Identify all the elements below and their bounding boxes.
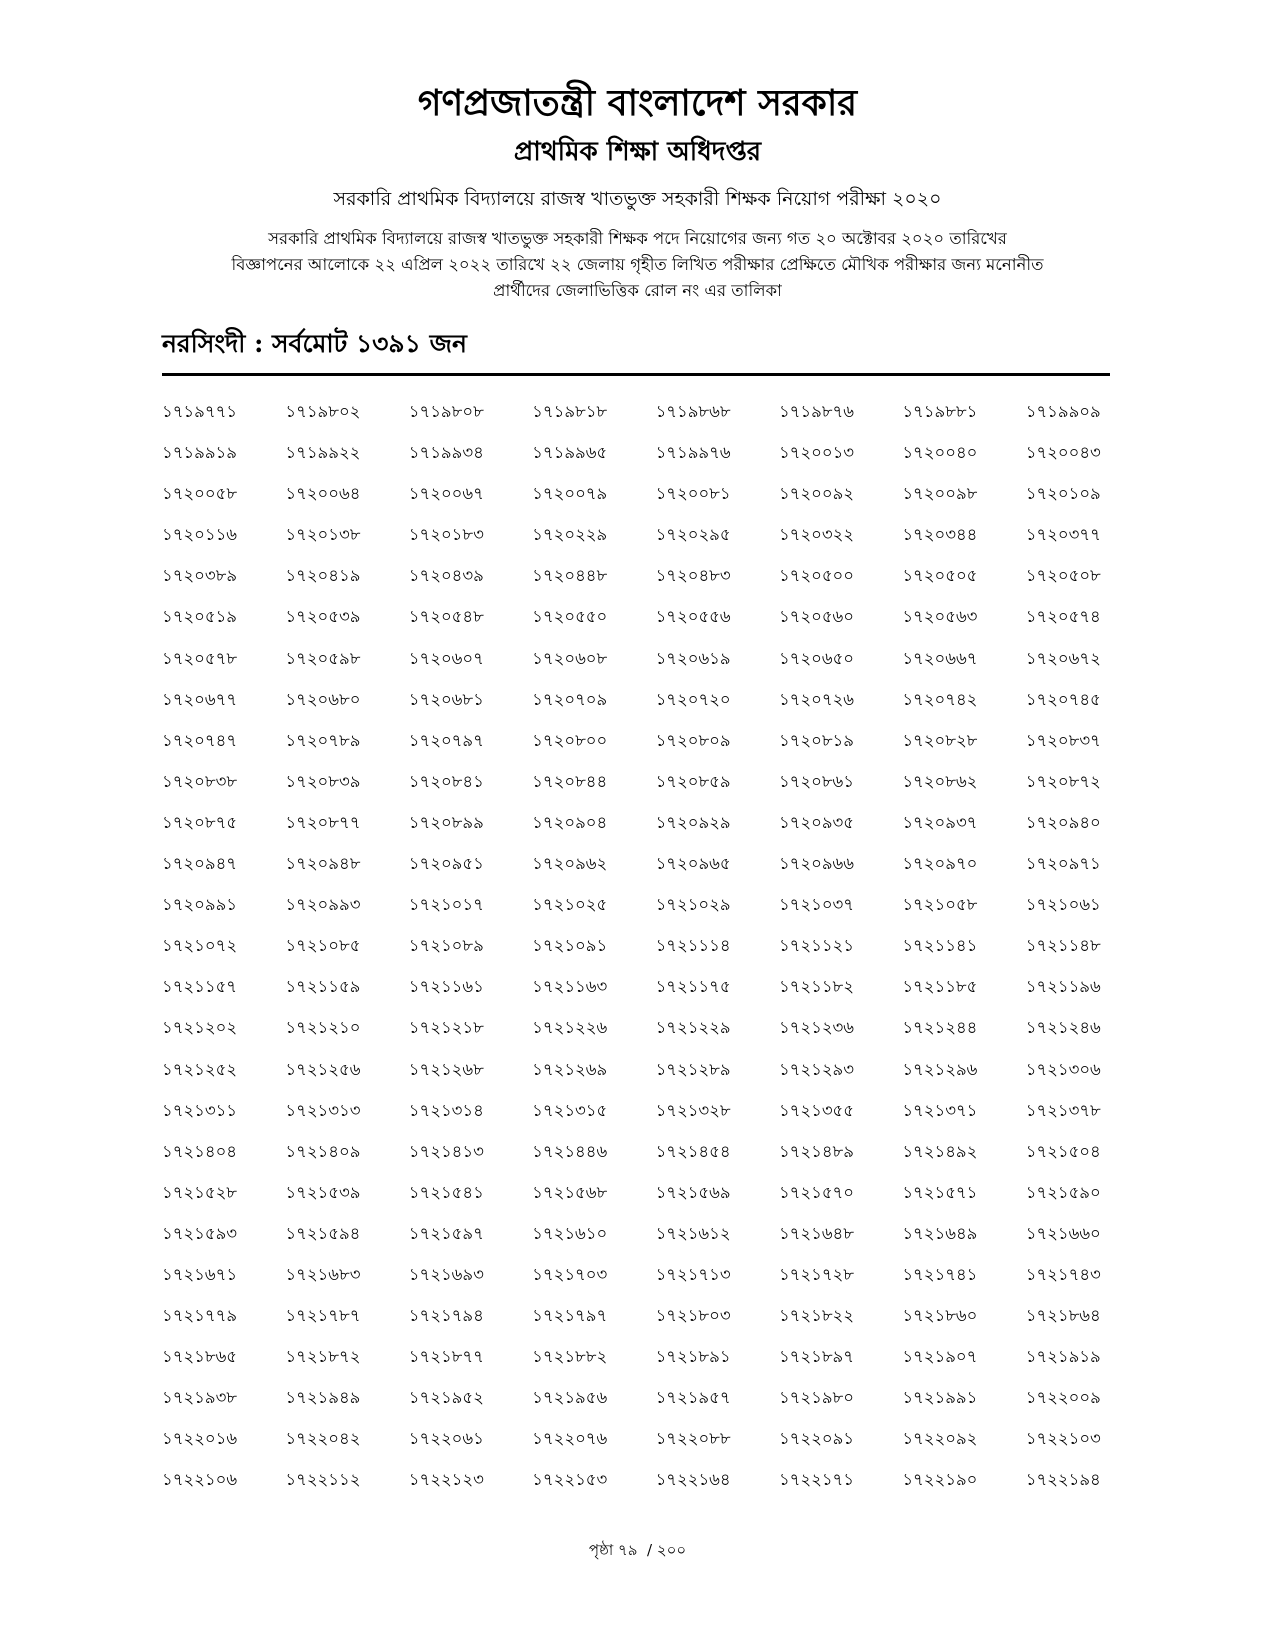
roll-number-cell: ১৭২১৯৪৯: [285, 1388, 361, 1408]
roll-number-cell: ১৭২০৫৭৪: [1025, 607, 1101, 627]
roll-number-cell: ১৭২০৮৪৪: [532, 771, 608, 791]
roll-number-cell: ১৭১৯৮০৮: [408, 402, 484, 421]
page-number: পৃষ্ঠা ৭৯ / ২০০: [588, 1541, 687, 1559]
roll-number-cell: ১৭২১৬১০: [532, 1223, 608, 1243]
roll-number-cell: ১৭২১৫৬৯: [655, 1182, 731, 1202]
roll-number-cell: ১৭২১৮৬৪: [1025, 1306, 1101, 1326]
roll-number-cell: ১৭২১৭৯৪: [408, 1306, 484, 1326]
roll-number-cell: ১৭২১৫৩৯: [285, 1182, 361, 1202]
roll-number-cell: ১৭২০৮৭২: [1025, 771, 1101, 791]
roll-number-cell: ১৭২১৫২৮: [162, 1182, 238, 1202]
notice-line: সরকারি প্রাথমিক বিদ্যালয়ে রাজস্ব খাতভুক্ত সহকারী শিক্ষক পদে নিয়োগের জন্য গত ২০ অক্টোবর ২০২০ তারিখের: [268, 229, 1007, 248]
roll-number-cell: ১৭২১৪৫৪: [655, 1141, 731, 1161]
roll-number-cell: ১৭২১৯৫২: [408, 1388, 484, 1408]
roll-number-cell: ১৭২২০৪২: [285, 1429, 361, 1449]
roll-number-cell: ১৭২০১১৬: [162, 525, 238, 545]
roll-number-cell: ১৭২০৭২৬: [778, 689, 855, 709]
roll-number-cell: ১৭২১০৬১: [1025, 895, 1101, 915]
roll-number-cell: ১৭১৯৮৭৬: [778, 402, 854, 421]
notice-text: [160, 226, 1115, 304]
roll-number-cell: ১৭২১৮৭৭: [408, 1347, 484, 1367]
roll-number-cell: ১৭২১৭১৩: [655, 1264, 731, 1284]
roll-number-cell: ১৭২১৪৯২: [902, 1141, 978, 1161]
roll-number-cell: ১৭২০৫০৫: [902, 566, 978, 586]
roll-number-cell: ১৭২০০৫৮: [162, 484, 238, 504]
roll-number-cell: ১৭২০৬৬৭: [902, 648, 978, 668]
roll-number-cell: ১৭২০৯৬৫: [655, 854, 731, 874]
roll-number-cell: ১৭২১২৯৬: [902, 1059, 978, 1079]
roll-number-cell: ১৭২০৯২৯: [655, 812, 731, 832]
roll-number-cell: ১৭২০৩৪৪: [902, 525, 978, 545]
roll-number-cell: ১৭২০৮৫৯: [655, 771, 731, 791]
roll-number-cell: ১৭২০৯০৪: [532, 812, 608, 832]
roll-number-cell: ১৭২০৬৮১: [408, 689, 484, 709]
roll-number-cell: ১৭১৯৯৬৫: [532, 443, 608, 463]
roll-number-cell: ১৭২০৬৭৭: [162, 689, 238, 709]
roll-number-cell: ১৭২০০৯৮: [902, 484, 978, 504]
roll-number-cell: ১৭২০৭৪৫: [1025, 689, 1101, 709]
roll-number-cell: ১৭২১৬৮৩: [285, 1264, 361, 1284]
district-heading: নরসিংদী : সর্বমোট ১৩৯১ জন: [162, 329, 467, 358]
roll-number-cell: ১৭২১১৮৫: [902, 977, 978, 997]
roll-number-cell: ১৭২০৮৭৫: [162, 812, 238, 832]
roll-number-cell: ১৭২১০৩৭: [778, 895, 855, 915]
roll-number-cell: ১৭২১২৬৮: [408, 1059, 484, 1079]
roll-number-cell: ১৭২০৬৭২: [1025, 648, 1101, 668]
roll-number-cell: ১৭২১৫৯৩: [162, 1223, 238, 1243]
roll-number-cell: ১৭২০৯৪৮: [285, 854, 361, 874]
roll-number-cell: ১৭২০৪৪৮: [532, 566, 608, 586]
roll-number-cell: ১৭২০৭০৯: [532, 689, 608, 709]
roll-number-cell: ১৭১৯৭৭১: [162, 402, 238, 421]
roll-number-cell: ১৭২০০৪৩: [1025, 443, 1101, 463]
department-title: প্রাথমিক শিক্ষা অধিদপ্তর: [513, 137, 762, 167]
roll-number-cell: ১৭২১৩৭১: [902, 1100, 978, 1120]
roll-number-cell: ১৭২১৪৪৬: [532, 1141, 608, 1161]
roll-number-cell: ১৭২০৩৭৭: [1025, 525, 1101, 545]
roll-number-cell: ১৭২০৮৬১: [778, 771, 854, 791]
roll-number-cell: ১৭২০৫৬০: [778, 607, 855, 627]
roll-number-table: [162, 400, 1122, 1510]
roll-number-cell: ১৭২১৫৪১: [408, 1182, 484, 1202]
roll-number-cell: ১৭১৯৯০৯: [1025, 402, 1101, 421]
roll-number-cell: ১৭২২১২৩: [408, 1470, 484, 1490]
roll-number-cell: ১৭২০৯৪৭: [162, 854, 238, 874]
roll-number-cell: ১৭২১৭৪১: [902, 1264, 978, 1284]
roll-number-cell: ১৭২০৮৯৯: [408, 812, 484, 832]
roll-number-cell: ১৭২১৩১১: [162, 1100, 238, 1120]
roll-number-cell: ১৭২১৯৩৮: [162, 1388, 238, 1408]
roll-number-cell: ১৭২১২৩৬: [778, 1018, 855, 1038]
roll-number-cell: ১৭২০৬৫০: [778, 648, 855, 668]
roll-number-cell: ১৭২১১৫৭: [162, 977, 238, 997]
roll-number-cell: ১৭২০৭২০: [655, 689, 731, 709]
roll-number-cell: ১৭২১৪০৪: [162, 1141, 238, 1161]
roll-number-cell: ১৭২১২৪৬: [1025, 1018, 1101, 1038]
roll-number-cell: ১৭২০৬৮০: [285, 689, 361, 709]
roll-number-cell: ১৭২১২৮৯: [655, 1059, 731, 1079]
roll-number-cell: ১৭২১৯১৯: [1025, 1347, 1101, 1367]
roll-number-cell: ১৭২১১৮২: [778, 977, 854, 997]
roll-number-cell: ১৭২১৬৭১: [162, 1264, 238, 1284]
roll-number-cell: ১৭২০৮৩৮: [162, 771, 238, 791]
roll-number-cell: ১৭১৯৯২২: [285, 443, 361, 463]
roll-number-cell: ১৭২২০৭৬: [532, 1429, 608, 1449]
roll-number-cell: ১৭২১৭৭৯: [162, 1306, 238, 1326]
roll-number-cell: ১৭১৯৮৬৮: [655, 402, 731, 421]
roll-number-cell: ১৭২০২২৯: [532, 525, 608, 545]
roll-number-cell: ১৭২১৮০৩: [655, 1306, 731, 1326]
roll-number-cell: ১৭২০৩২২: [778, 525, 855, 545]
roll-number-cell: ১৭২১৬৯৩: [408, 1264, 484, 1284]
roll-number-cell: ১৭২১৪৮৯: [778, 1141, 854, 1161]
notice-line: বিজ্ঞাপনের আলোকে ২২ এপ্রিল ২০২২ তারিখে ২২ জেলায় গৃহীত লিখিত পরীক্ষার প্রেক্ষিতে মৌখিক পরীক্ষার জন্য মনোনীত: [231, 255, 1044, 274]
roll-number-cell: ১৭২০৭৪২: [902, 689, 978, 709]
roll-number-cell: ১৭২১০১৭: [408, 895, 484, 915]
roll-number-cell: ১৭২০৮৪১: [408, 771, 484, 791]
roll-number-cell: ১৭২০৫৯৮: [285, 648, 361, 668]
heading-divider: [162, 373, 1110, 376]
roll-number-cell: ১৭২১৮৬৫: [162, 1347, 238, 1367]
roll-number-cell: ১৭২০০৬৪: [285, 484, 361, 504]
roll-number-cell: ১৭২১৩৫৫: [778, 1100, 854, 1120]
roll-number-cell: ১৭২০৬০৭: [408, 648, 484, 668]
roll-number-cell: ১৭২১৩১৪: [408, 1100, 484, 1120]
roll-number-cell: ১৭২০৯৪০: [1025, 812, 1101, 832]
roll-number-cell: ১৭২০৬০৮: [532, 648, 608, 668]
roll-number-cell: ১৭২১৬৪৮: [778, 1223, 854, 1243]
roll-number-cell: ১৭২২১৯৪: [1025, 1470, 1101, 1490]
roll-number-cell: ১৭২০৩৮৯: [162, 566, 238, 586]
roll-number-cell: ১৭২১৩৭৮: [1025, 1100, 1101, 1120]
roll-number-cell: ১৭২১১২১: [778, 936, 854, 956]
roll-number-cell: ১৭২১৫০৪: [1025, 1141, 1101, 1161]
roll-number-cell: ১৭২০৮৭৭: [285, 812, 361, 832]
roll-number-cell: ১৭২১৫৭০: [778, 1182, 854, 1202]
roll-number-cell: ১৭২১৮৭২: [285, 1347, 361, 1367]
roll-number-cell: ১৭২০৯৯৩: [285, 895, 361, 915]
roll-number-cell: ১৭২১৩১৫: [532, 1100, 608, 1120]
roll-number-cell: ১৭২১২১৮: [408, 1018, 484, 1038]
roll-number-cell: ১৭২১৩২৮: [655, 1100, 731, 1120]
roll-number-cell: ১৭২১৮৯১: [655, 1347, 731, 1367]
roll-number-cell: ১৭২১৬৬০: [1025, 1223, 1101, 1243]
roll-number-cell: ১৭২১০২৫: [532, 895, 608, 915]
government-title: গণপ্রজাতন্ত্রী বাংলাদেশ সরকার: [417, 82, 858, 124]
roll-number-cell: ১৭২০৯৩৭: [902, 812, 978, 832]
roll-number-cell: ১৭২১৮৮২: [532, 1347, 608, 1367]
roll-number-cell: ১৭২২১৭১: [778, 1470, 854, 1490]
roll-number-cell: ১৭২১৩০৬: [1025, 1059, 1101, 1079]
roll-number-cell: ১৭২০৫৭৮: [162, 648, 238, 668]
roll-number-cell: ১৭২১২২৯: [655, 1018, 731, 1038]
roll-number-cell: ১৭২২১৫৩: [532, 1470, 608, 1490]
roll-number-cell: ১৭২০৮৩৭: [1025, 730, 1101, 750]
roll-number-cell: ১৭২১৫৭১: [902, 1182, 978, 1202]
roll-number-cell: ১৭২২০১৬: [162, 1429, 238, 1449]
roll-number-cell: ১৭২১৮২২: [778, 1306, 854, 1326]
roll-number-cell: ১৭২০০৮১: [655, 484, 731, 504]
roll-number-cell: ১৭২০৯৯১: [162, 895, 238, 915]
roll-number-cell: ১৭১৯৮৮১: [902, 402, 978, 421]
roll-number-cell: ১৭২০১৮৩: [408, 525, 484, 545]
roll-number-cell: ১৭২১৭২৮: [778, 1264, 854, 1284]
roll-number-cell: ১৭২১১৫৯: [285, 977, 361, 997]
roll-number-cell: ১৭২০২৯৫: [655, 525, 731, 545]
roll-number-cell: ১৭২০৯৭০: [902, 854, 978, 874]
roll-number-cell: ১৭২১৭৪৩: [1025, 1264, 1101, 1284]
roll-number-cell: ১৭২০৭৪৭: [162, 730, 238, 750]
roll-number-cell: ১৭২০৪৮৩: [655, 566, 731, 586]
roll-number-cell: ১৭২১১৪১: [902, 936, 978, 956]
roll-number-cell: ১৭২১৩১৩: [285, 1100, 361, 1120]
roll-number-cell: ১৭২২১৬৪: [655, 1470, 731, 1490]
roll-number-cell: ১৭২০৯৫১: [408, 854, 484, 874]
roll-number-cell: ১৭২০৫৩৯: [285, 607, 361, 627]
roll-number-cell: ১৭১৯৮০২: [285, 402, 361, 421]
roll-number-cell: ১৭২১০২৯: [655, 895, 731, 915]
roll-number-cell: ১৭২০৫৫৬: [655, 607, 731, 627]
roll-number-cell: ১৭২১০৮৫: [285, 936, 361, 956]
roll-number-cell: ১৭২১৮৯৭: [778, 1347, 854, 1367]
roll-number-cell: ১৭২১২১০: [285, 1018, 361, 1038]
roll-number-cell: ১৭২১৮৬০: [902, 1306, 978, 1326]
roll-number-cell: ১৭২১৯৮০: [778, 1388, 854, 1408]
notice-line: প্রার্থীদের জেলাভিত্তিক রোল নং এর তালিকা: [493, 281, 782, 300]
roll-number-cell: ১৭২১১৭৫: [655, 977, 731, 997]
roll-number-cell: ১৭২১২৪৪: [902, 1018, 978, 1038]
roll-number-cell: ১৭২১১৯৬: [1025, 977, 1101, 997]
roll-number-cell: ১৭২০৮০০: [532, 730, 608, 750]
roll-number-cell: ১৭২১৭৮৭: [285, 1306, 361, 1326]
roll-number-cell: ১৭২০০৪০: [902, 443, 978, 463]
roll-number-cell: ১৭২২০৯১: [778, 1429, 854, 1449]
roll-number-cell: ১৭২২১০৩: [1025, 1429, 1101, 1449]
roll-number-cell: ১৭২০০৯২: [778, 484, 855, 504]
exam-title: সরকারি প্রাথমিক বিদ্যালয়ে রাজস্ব খাতভুক্ত সহকারী শিক্ষক নিয়োগ পরীক্ষা ২০২০: [333, 188, 942, 210]
roll-number-cell: ১৭২০৬১৯: [655, 648, 731, 668]
roll-number-cell: ১৭২২১০৬: [162, 1470, 238, 1490]
roll-number-cell: ১৭১৯৯১৯: [162, 443, 237, 463]
roll-number-cell: ১৭২০৯৭১: [1025, 854, 1101, 874]
roll-number-cell: ১৭২০৫৪৮: [408, 607, 484, 627]
roll-number-cell: ১৭১৯৯৩৪: [408, 443, 484, 463]
roll-number-cell: ১৭২১১৪৮: [1025, 936, 1101, 956]
roll-number-cell: ১৭১৯৯৭৬: [655, 443, 731, 463]
roll-number-cell: ১৭২০৪৩৯: [408, 566, 484, 586]
roll-number-cell: ১৭২০৮৩৯: [285, 771, 361, 791]
roll-number-cell: ১৭২১৯০৭: [902, 1347, 978, 1367]
roll-number-cell: ১৭২১৫৯৭: [408, 1223, 484, 1243]
roll-number-cell: ১৭২১৪১৩: [408, 1141, 484, 1161]
roll-number-cell: ১৭২০৮৬২: [902, 771, 978, 791]
roll-number-cell: ১৭২১০৫৮: [902, 895, 978, 915]
roll-number-cell: ১৭২০৫১৯: [162, 607, 238, 627]
roll-number-cell: ১৭২০৭৮৯: [285, 730, 361, 750]
roll-number-cell: ১৭২০০৭৯: [532, 484, 608, 504]
roll-number-cell: ১৭২০৯৩৫: [778, 812, 854, 832]
roll-number-cell: ১৭২১২৫২: [162, 1059, 238, 1079]
roll-number-cell: ১৭২১২২৬: [532, 1018, 608, 1038]
roll-number-cell: ১৭২০৯৬২: [532, 854, 608, 874]
roll-number-cell: ১৭২২১১২: [285, 1470, 361, 1490]
roll-number-cell: ১৭২০০৬৭: [408, 484, 484, 504]
roll-number-cell: ১৭২০৮২৮: [902, 730, 978, 750]
roll-number-cell: ১৭২০৮০৯: [655, 730, 731, 750]
roll-number-cell: ১৭২১৯৯১: [902, 1388, 978, 1408]
roll-number-cell: ১৭২০৫৬৩: [902, 607, 978, 627]
roll-number-cell: ১৭২০৫০৮: [1025, 566, 1101, 586]
roll-number-cell: ১৭২১৫৯৪: [285, 1223, 361, 1243]
roll-number-cell: ১৭২০৫৫০: [532, 607, 608, 627]
roll-number-cell: ১৭২২০৮৮: [655, 1429, 731, 1449]
roll-number-cell: ১৭২০১৩৮: [285, 525, 361, 545]
roll-number-cell: ১৭২০৪১৯: [285, 566, 361, 586]
roll-number-cell: ১৭২১০৯১: [532, 936, 608, 956]
roll-number-cell: ১৭২১০৮৯: [408, 936, 484, 956]
roll-number-cell: ১৭২১৫৯০: [1025, 1182, 1101, 1202]
roll-number-cell: ১৭২১৪০৯: [285, 1141, 361, 1161]
roll-number-cell: ১৭২০৮১৯: [778, 730, 854, 750]
roll-number-cell: ১৭২১১১৪: [655, 936, 731, 956]
roll-number-cell: ১৭২১৫৬৮: [532, 1182, 608, 1202]
roll-number-cell: ১৭২১৭০৩: [532, 1264, 608, 1284]
roll-number-cell: ১৭২১১৬১: [408, 977, 484, 997]
roll-number-cell: ১৭২২১৯০: [902, 1470, 978, 1490]
roll-number-cell: ১৭২২০৯২: [902, 1429, 978, 1449]
roll-number-cell: ১৭২১২৫৬: [285, 1059, 361, 1079]
roll-number-cell: ১৭২০৭৯৭: [408, 730, 484, 750]
roll-number-cell: ১৭২১২০২: [162, 1018, 238, 1038]
roll-number-cell: ১৭২১২৬৯: [532, 1059, 608, 1079]
roll-number-cell: ১৭২২০০৯: [1025, 1388, 1101, 1408]
roll-number-cell: ১৭২১৭৯৭: [532, 1306, 608, 1326]
roll-number-cell: ১৭২১৯৫৬: [532, 1388, 608, 1408]
roll-number-cell: ১৭২১৬১২: [655, 1223, 731, 1243]
roll-number-cell: ১৭২০১০৯: [1025, 484, 1101, 504]
roll-number-cell: ১৭২১০৭২: [162, 936, 238, 956]
roll-number-cell: ১৭২১২৯৩: [778, 1059, 854, 1079]
roll-number-cell: ১৭১৯৮১৮: [532, 402, 608, 421]
roll-number-cell: ১৭২০০১৩: [778, 443, 855, 463]
roll-number-cell: ১৭২১৯৫৭: [655, 1388, 731, 1408]
roll-number-cell: ১৭২০৯৬৬: [778, 854, 855, 874]
roll-number-cell: ১৭২০৫০০: [778, 566, 855, 586]
roll-number-cell: ১৭২২০৬১: [408, 1429, 484, 1449]
roll-number-cell: ১৭২১১৬৩: [532, 977, 608, 997]
roll-number-cell: ১৭২১৬৪৯: [902, 1223, 978, 1243]
